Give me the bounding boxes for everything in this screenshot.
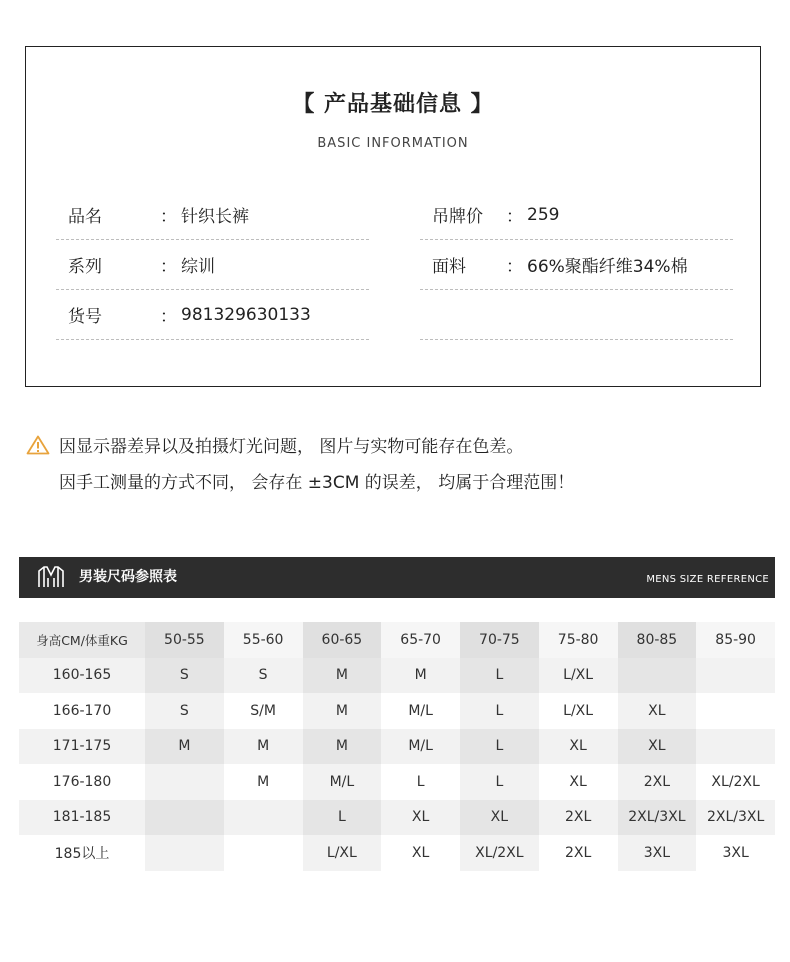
info-value-price: 259 [527, 204, 560, 225]
info-row-fabric: 面料 ： 66%聚酯纤维34%棉 [420, 240, 733, 290]
weight-col-header: 55-60 [224, 622, 303, 658]
size-cell [145, 835, 224, 871]
size-cell: 3XL [618, 835, 697, 871]
basic-info-panel [25, 46, 761, 387]
size-cell: L/XL [563, 702, 594, 719]
info-row-name: 品名 ： 针织长裤 [56, 190, 369, 240]
size-cell [145, 800, 224, 836]
notice-line-1: 因显示器差异以及拍摄灯光问题， 图片与实物可能存在色差。 [26, 432, 574, 468]
height-label: 181-185 [19, 800, 145, 836]
notice-line-2: 因手工测量的方式不同， 会存在 ±3CM 的误差， 均属于合理范围！ [59, 473, 575, 493]
size-cell: M/L [408, 702, 433, 719]
info-row-sku: 货号 ： 981329630133 [56, 290, 369, 340]
size-cell [224, 800, 303, 836]
height-label: 185以上 [54, 845, 110, 862]
size-cell: S [145, 658, 224, 694]
size-cell [696, 658, 775, 694]
size-chart-title-en: MENS SIZE REFERENCE [646, 574, 769, 585]
corner-label: 身高CM/体重KG [19, 622, 145, 658]
size-cell: S [224, 658, 303, 694]
size-cell: L/XL [539, 658, 618, 694]
info-row-empty [420, 290, 733, 340]
info-title: 【 产品基础信息 】 [292, 92, 494, 117]
size-cell: L [303, 800, 382, 836]
table-row [19, 729, 775, 765]
height-label: 166-170 [52, 702, 112, 719]
size-cell: L [460, 764, 539, 800]
size-cell: S [145, 693, 224, 729]
info-label: 货号 [68, 307, 102, 327]
size-chart-title: 男装尺码参照表 [79, 569, 177, 585]
size-cell: 2XL/3XL [618, 800, 697, 836]
info-label: 系列 [68, 257, 102, 277]
info-label: 吊牌价 [432, 207, 483, 227]
size-cell: M [381, 658, 460, 694]
size-cell: M [257, 773, 270, 790]
table-row [19, 835, 775, 871]
size-cell [696, 729, 775, 765]
size-cell: XL [618, 693, 697, 729]
info-subtitle: BASIC INFORMATION [317, 136, 469, 151]
size-cell: XL [381, 800, 460, 836]
info-row-price: 吊牌价 ： 259 [420, 190, 733, 240]
size-cell [696, 693, 775, 729]
weight-col-header: 85-90 [696, 622, 775, 658]
table-row [19, 800, 775, 836]
size-cell: XL [539, 729, 618, 765]
size-chart-header [19, 557, 775, 598]
size-cell: L [460, 693, 539, 729]
weight-col-header: 80-85 [618, 622, 697, 658]
size-cell: XL/2XL [711, 773, 760, 790]
size-cell: XL/2XL [460, 835, 539, 871]
warning-icon [26, 435, 50, 455]
color-notice [26, 432, 574, 504]
weight-col-header: 70-75 [460, 622, 539, 658]
size-cell: XL [569, 773, 587, 790]
size-cell [145, 764, 224, 800]
size-cell: M [224, 729, 303, 765]
table-row [19, 658, 775, 694]
size-cell: 2XL [539, 800, 618, 836]
size-cell: 2XL [564, 844, 592, 861]
shirt-logo-icon [37, 565, 65, 589]
height-label: 160-165 [19, 658, 145, 694]
size-cell: M/L [381, 729, 460, 765]
size-cell: XL [460, 800, 539, 836]
size-cell: 3XL [722, 844, 749, 861]
size-cell: XL [411, 844, 430, 861]
size-cell: M [303, 693, 382, 729]
weight-col-header: 65-70 [381, 622, 460, 658]
table-row [19, 764, 775, 800]
info-value-name: 针织长裤 [181, 207, 249, 227]
size-cell: M [303, 729, 382, 765]
size-table-header-row [19, 622, 775, 658]
info-value-fabric: 66%聚酯纤维34%棉 [527, 257, 688, 277]
size-cell: 2XL/3XL [696, 800, 775, 836]
table-row [19, 693, 775, 729]
info-row-series: 系列 ： 综训 [56, 240, 369, 290]
weight-col-header: 75-80 [539, 622, 618, 658]
size-cell: M [303, 658, 382, 694]
size-cell: M [145, 729, 224, 765]
size-cell: L [460, 729, 539, 765]
size-cell: L [416, 773, 425, 790]
weight-col-header: 50-55 [145, 622, 224, 658]
size-cell: XL [618, 729, 697, 765]
weight-col-header: 60-65 [303, 622, 382, 658]
info-value-sku: 981329630133 [181, 304, 311, 325]
info-label: 品名 [68, 207, 102, 227]
height-label: 171-175 [19, 729, 145, 765]
size-cell: L [460, 658, 539, 694]
size-table [19, 622, 775, 871]
size-cell [224, 835, 303, 871]
info-value-series: 综训 [181, 257, 215, 277]
size-cell: L/XL [303, 835, 382, 871]
height-label: 176-180 [52, 773, 112, 790]
size-cell: M/L [303, 764, 382, 800]
size-cell: 2XL [618, 764, 697, 800]
size-cell: S/M [250, 702, 276, 719]
info-label: 面料 [432, 257, 466, 277]
size-cell [618, 658, 697, 694]
